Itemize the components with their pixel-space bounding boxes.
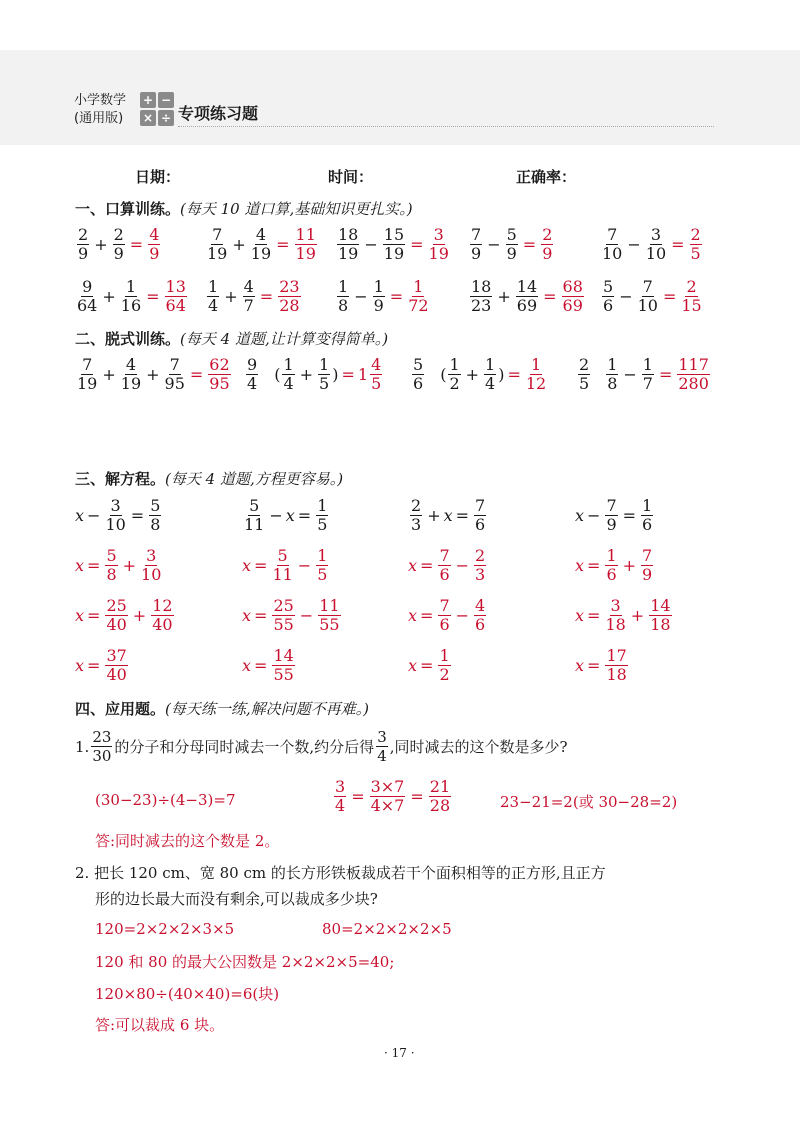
fraction: 1 8: [607, 355, 618, 393]
section-4-heading: [75, 698, 369, 719]
expression-1: 7 19 + $\frac{4}{19}$ + $\frac{7}{95}$ = $\frac{62}{95}$: [77, 355, 230, 393]
q2-work-3: 120 和 80 的最大公因数是 2×2×2×5=40;: [95, 953, 395, 971]
answer-fraction: $\frac{2}{9}$: [542, 225, 553, 263]
fraction: 3 4: [377, 728, 387, 765]
section-note: (每天 4 道题,让计算变得简单。): [180, 330, 389, 348]
expression-3: 5 6 ( 1 2 + $\frac{1}{4}$ ) = $\frac{1}{12}$: [413, 355, 547, 393]
mental-arithmetic-item: 5 6 − $\frac{7}{10}$ = $\frac{2}{15}$: [603, 277, 702, 315]
fraction: $\frac{7}{10}$: [637, 277, 658, 315]
equation-step: x = $\frac{14}{55}$: [242, 646, 294, 684]
answer-fraction: 4 5: [371, 355, 382, 393]
accuracy-label: 正确率：: [516, 168, 577, 186]
q2-answer: 答:可以裁成 6 块。: [95, 1016, 225, 1034]
fraction: $\frac{7}{6}$: [475, 496, 486, 534]
fraction: 7 10: [602, 225, 623, 263]
fraction: 2 9: [78, 225, 89, 263]
fraction: $\frac{5}{9}$: [506, 225, 517, 263]
mental-arithmetic-item: 7 10 − $\frac{3}{10}$ = $\frac{2}{5}$: [602, 225, 701, 263]
mental-arithmetic-item: 1 8 − $\frac{1}{9}$ = $\frac{1}{72}$: [338, 277, 429, 315]
equation-step: x = $\frac{3}{18}$ + $\frac{14}{18}$: [575, 596, 671, 634]
section-3-heading: [75, 468, 343, 489]
fraction: $\frac{14}{69}$: [516, 277, 538, 315]
answer-fraction: $\frac{3}{18}$: [605, 596, 626, 634]
mental-arithmetic-item: 18 23 + $\frac{14}{69}$ = $\frac{68}{69}$: [471, 277, 583, 315]
answer-fraction: $\frac{62}{95}$: [209, 355, 230, 393]
fraction: $\frac{5}{8}$: [150, 496, 161, 534]
equation-step: x − $\frac{7}{9}$ = $\frac{1}{6}$: [575, 496, 653, 534]
answer-fraction: $\frac{14}{55}$: [273, 646, 294, 684]
answer-fraction: $\frac{2}{3}$: [475, 546, 486, 584]
answer-fraction: $\frac{17}{18}$: [606, 646, 627, 684]
fraction: 9 4: [247, 355, 258, 393]
answer-fraction: $\frac{7}{6}$: [439, 546, 450, 584]
fraction: 1 2: [449, 355, 460, 393]
q1-work-3: 23−21=2(或 30−28=2): [500, 793, 678, 811]
fraction: $\frac{7}{9}$: [606, 496, 617, 534]
equation-step: 2 3 + x = $\frac{7}{6}$: [411, 496, 486, 534]
answer-fraction: $\frac{5}{11}$: [272, 546, 293, 584]
fraction: 18 23: [471, 277, 492, 315]
answer-fraction: $\frac{11}{19}$: [295, 225, 316, 263]
fraction: $\frac{1}{9}$: [373, 277, 384, 315]
equation-step: x = $\frac{1}{6}$ + $\frac{7}{9}$: [575, 546, 653, 584]
fraction: 23 30: [92, 728, 112, 765]
fraction: 1 4: [283, 355, 294, 393]
fraction: $\frac{4}{19}$: [120, 355, 142, 393]
brand-line-2: (通用版): [74, 111, 124, 126]
date-label: 日期：: [135, 168, 181, 186]
q1-work-2: $\frac{3}{4}$ = $\frac{3\times 7}{4\times 7}$ = $\frac{21}{28}$: [335, 777, 451, 815]
answer-fraction: $\frac{7}{9}$: [642, 546, 653, 584]
fraction: $\frac{7}{95}$: [164, 355, 185, 393]
answer-fraction: $\frac{3}{10}$: [141, 546, 162, 584]
equation-step: x = $\frac{37}{40}$: [75, 646, 127, 684]
fraction: $\frac{1}{16}$: [120, 277, 142, 315]
fraction: $\frac{2}{9}$: [113, 225, 124, 263]
fraction: 1 4: [208, 277, 219, 315]
fraction: $\frac{15}{19}$: [383, 225, 405, 263]
brand-label: [74, 92, 126, 128]
fraction: $\frac{4}{19}$: [250, 225, 272, 263]
answer-fraction: $\frac{1}{72}$: [408, 277, 429, 315]
fraction: $\frac{1}{5}$: [319, 355, 330, 393]
equation-step: x = $\frac{25}{55}$ − $\frac{11}{55}$: [242, 596, 340, 634]
answer-fraction: $\frac{7}{6}$: [439, 596, 450, 634]
divide-icon: ÷: [158, 110, 174, 126]
section-title: 三、解方程。: [75, 470, 166, 488]
fraction: 2 5: [579, 355, 590, 393]
section-title: 一、口算训练。: [75, 200, 181, 218]
answer-fraction: $\frac{2}{15}$: [681, 277, 702, 315]
answer-fraction: $\frac{68}{69}$: [562, 277, 583, 315]
doc-title: 专项练习题: [178, 104, 259, 123]
fraction: $\frac{1}{6}$: [642, 496, 653, 534]
fraction: $\frac{1}{5}$: [317, 496, 328, 534]
fraction: $\frac{1}{4}$: [485, 355, 496, 393]
section-title: 四、应用题。: [75, 700, 166, 718]
section-note: (每天 10 道口算,基础知识更扎实。): [180, 200, 413, 218]
q1-work-1: (30−23)÷(4−3)=7: [95, 791, 236, 809]
equation-step: x = $\frac{5}{11}$ − $\frac{1}{5}$: [242, 546, 328, 584]
answer-fraction: $\frac{5}{8}$: [106, 546, 117, 584]
answer-whole: 1: [357, 365, 369, 384]
answer-fraction: $\frac{3}{19}$: [428, 225, 449, 263]
header-divider: [178, 126, 714, 127]
answer-fraction: $\frac{117}{280}$: [678, 355, 709, 393]
fraction: 2 3: [411, 496, 422, 534]
mental-arithmetic-item: 1 4 + $\frac{4}{7}$ = $\frac{23}{28}$: [208, 277, 300, 315]
fraction: 1 8: [338, 277, 349, 315]
brand-line-1: 小学数学: [74, 93, 127, 108]
answer-fraction: $\frac{25}{40}$: [106, 596, 127, 634]
answer-fraction: $\frac{23}{28}$: [279, 277, 300, 315]
question-2-line-1: 2. 把长 120 cm、宽 80 cm 的长方形铁板裁成若干个面积相等的正方形,且正方: [75, 864, 606, 882]
mental-arithmetic-item: 7 9 − $\frac{5}{9}$ = $\frac{2}{9}$: [471, 225, 553, 263]
fraction: $\frac{4}{7}$: [243, 277, 254, 315]
answer-fraction: $\frac{14}{18}$: [650, 596, 671, 634]
answer-fraction: $\frac{4}{9}$: [149, 225, 160, 263]
mental-arithmetic-item: 18 19 − $\frac{15}{19}$ = $\frac{3}{19}$: [338, 225, 449, 263]
mental-arithmetic-item: 2 9 + $\frac{2}{9}$ = $\frac{4}{9}$: [78, 225, 160, 263]
expression-4: 2 5 1 8 − $\frac{1}{7}$ = $\frac{117}{280}$: [579, 355, 709, 393]
math-ops-icon: [140, 92, 174, 126]
equation-step: x = $\frac{7}{6}$ − $\frac{4}{6}$: [408, 596, 486, 634]
expression-2: 9 4 ( 1 4 + $\frac{1}{5}$ ) = 1 4 5: [247, 355, 382, 393]
fraction: 5 6: [413, 355, 424, 393]
answer-fraction: $\frac{1}{5}$: [317, 546, 328, 584]
fraction: 18 19: [338, 225, 359, 263]
fraction: 7 9: [471, 225, 482, 263]
fraction: 5 6: [603, 277, 614, 315]
answer-fraction: $\frac{12}{40}$: [152, 596, 173, 634]
question-2-line-2: 形的边长最大而没有剩余,可以裁成多少块?: [95, 890, 378, 908]
equation-step: x = $\frac{17}{18}$: [575, 646, 627, 684]
answer-fraction: $\frac{11}{55}$: [319, 596, 340, 634]
fraction: 5 11: [244, 496, 265, 534]
fraction: $\frac{3}{10}$: [645, 225, 667, 263]
answer-fraction: $\frac{1}{12}$: [525, 355, 547, 393]
equation-step: 5 11 − x = $\frac{1}{5}$: [244, 496, 328, 534]
answer-fraction: $\frac{37}{40}$: [106, 646, 127, 684]
fraction: 9 64: [77, 277, 98, 315]
times-icon: ×: [140, 110, 156, 126]
mental-arithmetic-item: 7 19 + $\frac{4}{19}$ = $\frac{11}{19}$: [207, 225, 316, 263]
answer-fraction: $\frac{2}{5}$: [690, 225, 701, 263]
page-number: · 17 ·: [384, 1046, 415, 1060]
fraction: $\frac{3}{10}$: [105, 496, 126, 534]
answer-fraction: $\frac{1}{2}$: [439, 646, 450, 684]
q2-work-1: 120=2×2×2×3×5: [95, 920, 235, 938]
answer-fraction: $\frac{25}{55}$: [273, 596, 294, 634]
q2-work-4: 120×80÷(40×40)=6(块): [95, 985, 280, 1003]
answer-fraction: $\frac{1}{6}$: [606, 546, 617, 584]
equation-step: x = $\frac{1}{2}$: [408, 646, 450, 684]
fraction: 7 19: [207, 225, 228, 263]
section-2-heading: [75, 328, 388, 349]
mental-arithmetic-item: 9 64 + $\frac{1}{16}$ = $\frac{13}{64}$: [77, 277, 186, 315]
plus-icon: +: [140, 92, 156, 108]
equation-step: x = $\frac{25}{40}$ + $\frac{12}{40}$: [75, 596, 173, 634]
section-title: 二、脱式训练。: [75, 330, 181, 348]
section-note: (每天 4 道题,方程更容易。): [165, 470, 344, 488]
q1-answer: 答:同时减去的这个数是 2。: [95, 832, 280, 850]
answer-fraction: $\frac{4}{6}$: [475, 596, 486, 634]
minus-icon: −: [158, 92, 174, 108]
section-1-heading: [75, 198, 413, 219]
section-note: (每天练一练,解决问题不再难。): [165, 700, 369, 718]
fraction: $\frac{1}{7}$: [642, 355, 653, 393]
fraction: 7 19: [77, 355, 98, 393]
q2-work-2: 80=2×2×2×2×5: [322, 920, 452, 938]
question-1: 1. 23 30 的分子和分母同时减去一个数,约分后得 3 4 ,同时减去的这个数是多少?: [75, 728, 568, 765]
equation-step: x = $\frac{5}{8}$ + $\frac{3}{10}$: [75, 546, 162, 584]
time-label: 时间：: [328, 168, 374, 186]
equation-step: x − $\frac{3}{10}$ = $\frac{5}{8}$: [75, 496, 161, 534]
answer-fraction: $\frac{13}{64}$: [165, 277, 186, 315]
equation-step: x = $\frac{7}{6}$ − $\frac{2}{3}$: [408, 546, 486, 584]
